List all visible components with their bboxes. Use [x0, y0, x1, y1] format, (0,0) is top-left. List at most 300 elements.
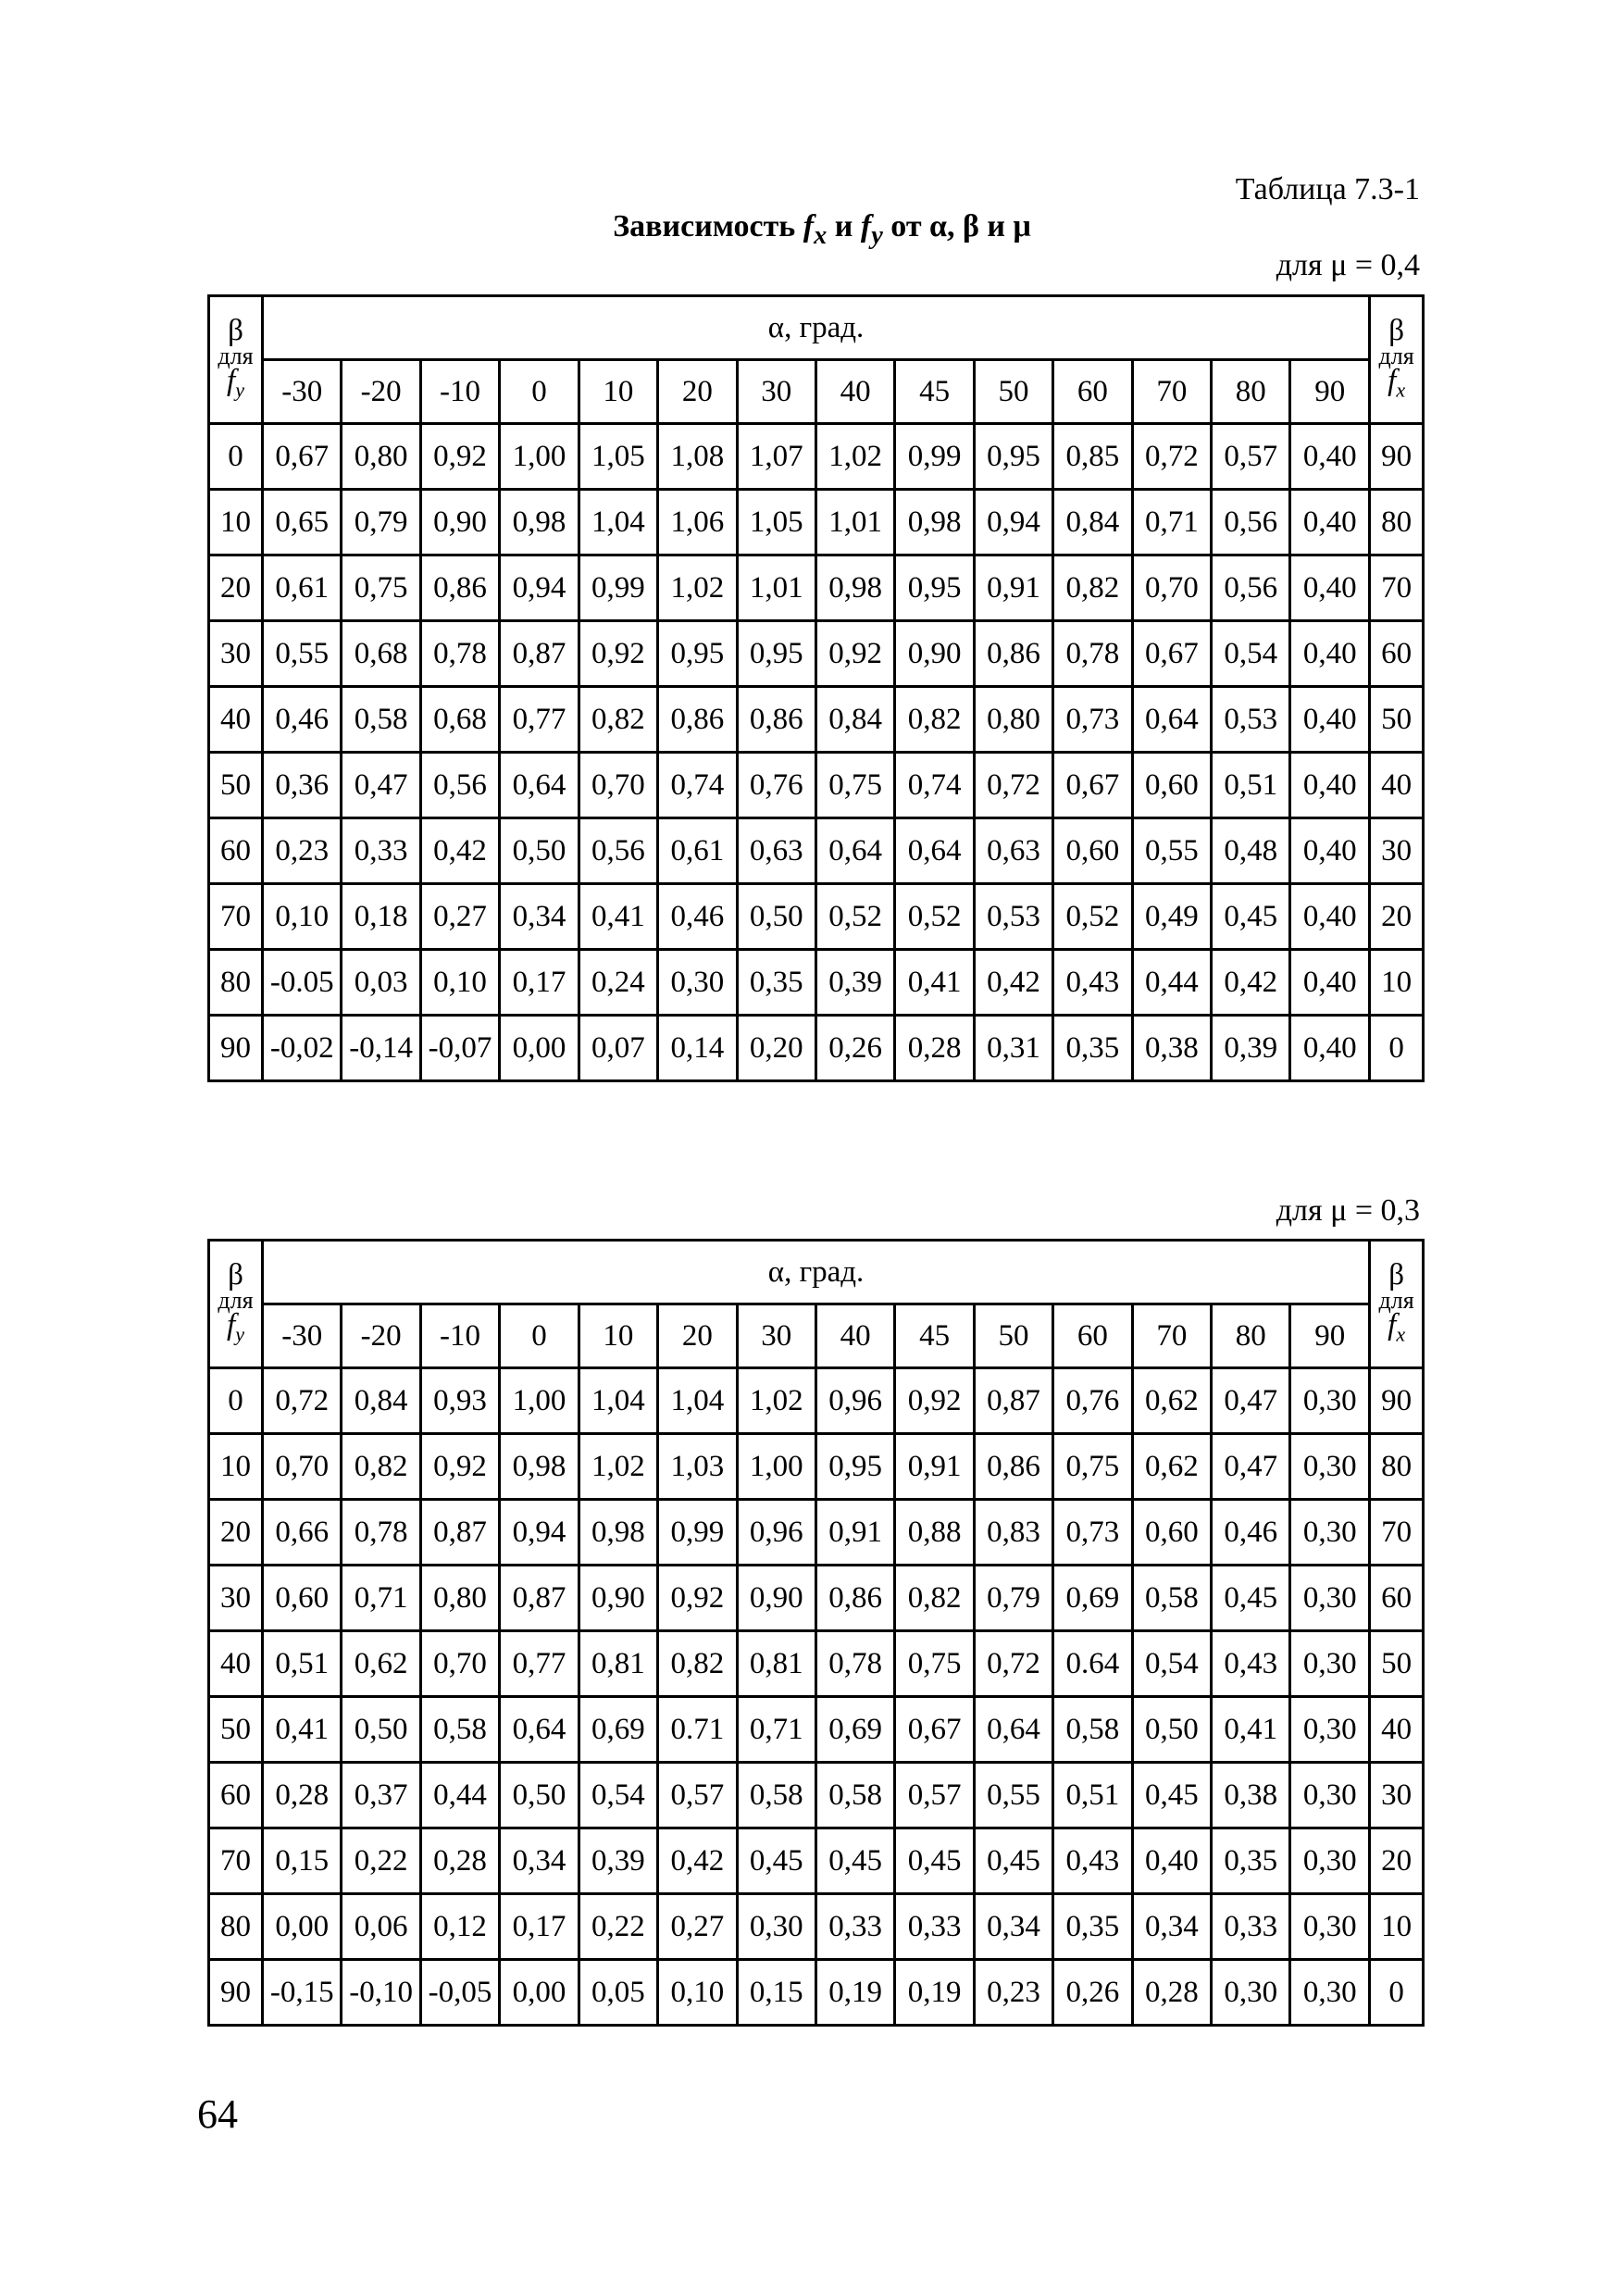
value-cell: 0,10: [658, 1960, 737, 2026]
beta-left-cell: 60: [209, 818, 263, 884]
beta-left-cell: 30: [209, 1566, 263, 1631]
alpha-value-cell: 40: [815, 360, 894, 424]
value-cell: 0,69: [815, 1697, 894, 1763]
alpha-value-cell: 0: [500, 360, 579, 424]
header-row-2: [209, 1304, 1424, 1368]
alpha-value-cell: 45: [895, 1304, 974, 1368]
alpha-value-cell: 30: [737, 360, 815, 424]
f-letter: f: [1388, 364, 1397, 398]
value-cell: 0,40: [1290, 753, 1370, 818]
beta-right-cell: 80: [1370, 490, 1424, 555]
value-cell: 0,58: [1053, 1697, 1132, 1763]
value-cell: 0,44: [1132, 950, 1211, 1016]
value-cell: 0,57: [1212, 424, 1290, 490]
value-cell: 0,33: [815, 1894, 894, 1960]
value-cell: 0,42: [974, 950, 1052, 1016]
value-cell: 0,33: [342, 818, 420, 884]
table-row: [209, 1434, 1424, 1500]
beta-right-cell: 30: [1370, 818, 1424, 884]
value-cell: 0,46: [658, 884, 737, 950]
value-cell: 0,67: [263, 424, 342, 490]
value-cell: 0,87: [420, 1500, 499, 1566]
value-cell: 0,64: [1132, 687, 1211, 753]
value-cell: 1,04: [579, 490, 657, 555]
table-row: [209, 621, 1424, 687]
value-cell: 1,08: [658, 424, 737, 490]
value-cell: 0,00: [263, 1894, 342, 1960]
value-cell: 0,41: [579, 884, 657, 950]
value-cell: 0,55: [1132, 818, 1211, 884]
table-row: [209, 1368, 1424, 1434]
value-cell: 1,05: [737, 490, 815, 555]
value-cell: 0,70: [579, 753, 657, 818]
beta-left-cell: 20: [209, 555, 263, 621]
alpha-value-cell: -10: [420, 1304, 499, 1368]
value-cell: 0,15: [737, 1960, 815, 2026]
alpha-header: α, град.: [263, 296, 1370, 360]
value-cell: 0,64: [500, 1697, 579, 1763]
value-cell: 1,07: [737, 424, 815, 490]
table-row: [209, 1763, 1424, 1828]
value-cell: 0,99: [895, 424, 974, 490]
beta-left-cell: 40: [209, 1631, 263, 1697]
left-beta-header: [209, 296, 263, 424]
value-cell: 0,30: [1290, 1566, 1370, 1631]
table-row: [209, 1894, 1424, 1960]
value-cell: 0,98: [815, 555, 894, 621]
alpha-value-cell: 30: [737, 1304, 815, 1368]
value-cell: 0,30: [1290, 1434, 1370, 1500]
value-cell: 0,63: [974, 818, 1052, 884]
value-cell: 0,28: [1132, 1960, 1211, 2026]
value-cell: 0,69: [1053, 1566, 1132, 1631]
value-cell: 0,57: [658, 1763, 737, 1828]
value-cell: 0,92: [658, 1566, 737, 1631]
value-cell: 0,74: [658, 753, 737, 818]
value-cell: 0,82: [895, 1566, 974, 1631]
beta-right-cell: 70: [1370, 1500, 1424, 1566]
value-cell: 0,30: [1290, 1894, 1370, 1960]
value-cell: 0,92: [815, 621, 894, 687]
value-cell: 0,81: [579, 1631, 657, 1697]
beta-left-cell: 20: [209, 1500, 263, 1566]
alpha-value-cell: -20: [342, 360, 420, 424]
f-subscript: x: [1396, 378, 1406, 402]
value-cell: -0,15: [263, 1960, 342, 2026]
value-cell: 0,62: [1132, 1434, 1211, 1500]
value-cell: -0,07: [420, 1016, 499, 1081]
beta-right-cell: 0: [1370, 1016, 1424, 1081]
value-cell: 0,35: [1053, 1894, 1132, 1960]
value-cell: 0,40: [1290, 687, 1370, 753]
alpha-value-cell: -30: [263, 360, 342, 424]
value-cell: 0,80: [420, 1566, 499, 1631]
alpha-value-cell: -30: [263, 1304, 342, 1368]
value-cell: 0,75: [1053, 1434, 1132, 1500]
value-cell: 0,19: [815, 1960, 894, 2026]
value-cell: 0,87: [974, 1368, 1052, 1434]
value-cell: 0,45: [974, 1828, 1052, 1894]
value-cell: 0,34: [500, 1828, 579, 1894]
value-cell: 0,91: [815, 1500, 894, 1566]
value-cell: 0,54: [579, 1763, 657, 1828]
value-cell: 0,41: [263, 1697, 342, 1763]
beta-right-cell: 90: [1370, 1368, 1424, 1434]
value-cell: 0,05: [579, 1960, 657, 2026]
beta-left-cell: 40: [209, 687, 263, 753]
table-row: [209, 1016, 1424, 1081]
value-cell: 0,27: [658, 1894, 737, 1960]
value-cell: 0,07: [579, 1016, 657, 1081]
beta-left-cell: 90: [209, 1960, 263, 2026]
left-f-label: [210, 364, 261, 405]
value-cell: 0,86: [658, 687, 737, 753]
value-cell: 0,45: [1212, 884, 1290, 950]
value-cell: 0,57: [895, 1763, 974, 1828]
beta-left-cell: 60: [209, 1763, 263, 1828]
value-cell: 1,03: [658, 1434, 737, 1500]
value-cell: 0,72: [974, 753, 1052, 818]
value-cell: 0,60: [263, 1566, 342, 1631]
value-cell: 0,40: [1290, 490, 1370, 555]
alpha-value-cell: 20: [658, 1304, 737, 1368]
value-cell: 0,60: [1053, 818, 1132, 884]
value-cell: 1,05: [579, 424, 657, 490]
value-cell: 0,95: [895, 555, 974, 621]
value-cell: 0,47: [1212, 1434, 1290, 1500]
value-cell: 0,34: [1132, 1894, 1211, 1960]
table-row: [209, 687, 1424, 753]
beta-symbol: β: [1388, 314, 1404, 348]
value-cell: 0,50: [1132, 1697, 1211, 1763]
value-cell: 0,50: [500, 818, 579, 884]
value-cell: 0,90: [579, 1566, 657, 1631]
value-cell: 0,98: [500, 490, 579, 555]
table-row: [209, 1697, 1424, 1763]
value-cell: 0,40: [1290, 818, 1370, 884]
value-cell: 0,70: [1132, 555, 1211, 621]
beta-left-cell: 90: [209, 1016, 263, 1081]
value-cell: 0,40: [1290, 884, 1370, 950]
value-cell: 0,52: [1053, 884, 1132, 950]
value-cell: 1,02: [815, 424, 894, 490]
right-f-label: [1371, 364, 1422, 405]
header-row-2: [209, 360, 1424, 424]
value-cell: 0,31: [974, 1016, 1052, 1081]
right-beta-header: [1370, 1241, 1424, 1368]
value-cell: 0,23: [974, 1960, 1052, 2026]
value-cell: 0,30: [1290, 1697, 1370, 1763]
value-cell: 0,30: [1290, 1828, 1370, 1894]
value-cell: 0,30: [737, 1894, 815, 1960]
value-cell: 0,30: [1290, 1368, 1370, 1434]
value-cell: 0,82: [658, 1631, 737, 1697]
value-cell: 0,56: [579, 818, 657, 884]
value-cell: 0,46: [263, 687, 342, 753]
value-cell: 0,64: [895, 818, 974, 884]
value-cell: 0,82: [579, 687, 657, 753]
title-prefix: Зависимость: [613, 209, 796, 243]
value-cell: 0,45: [895, 1828, 974, 1894]
value-cell: 0,99: [579, 555, 657, 621]
value-cell: 0,30: [1212, 1960, 1290, 2026]
value-cell: 0,86: [974, 621, 1052, 687]
value-cell: 0,72: [1132, 424, 1211, 490]
value-cell: 0,92: [420, 424, 499, 490]
value-cell: 0,68: [420, 687, 499, 753]
value-cell: 0,82: [1053, 555, 1132, 621]
alpha-value-cell: -20: [342, 1304, 420, 1368]
beta-symbol: β: [228, 1258, 243, 1292]
value-cell: 0,98: [500, 1434, 579, 1500]
value-cell: 0,74: [895, 753, 974, 818]
beta-left-cell: 70: [209, 1828, 263, 1894]
value-cell: 0,61: [263, 555, 342, 621]
value-cell: 0,18: [342, 884, 420, 950]
beta-right-cell: 20: [1370, 1828, 1424, 1894]
value-cell: 0,28: [263, 1763, 342, 1828]
value-cell: 0,26: [815, 1016, 894, 1081]
value-cell: 0,10: [420, 950, 499, 1016]
value-cell: -0,10: [342, 1960, 420, 2026]
value-cell: 0,41: [895, 950, 974, 1016]
alpha-header: α, град.: [263, 1241, 1370, 1304]
f-letter: f: [227, 1308, 236, 1342]
value-cell: 0,67: [1053, 753, 1132, 818]
value-cell: 0,47: [342, 753, 420, 818]
value-cell: 0,12: [420, 1894, 499, 1960]
value-cell: 0,87: [500, 1566, 579, 1631]
value-cell: 0,23: [263, 818, 342, 884]
value-cell: 0,53: [1212, 687, 1290, 753]
value-cell: 0,28: [420, 1828, 499, 1894]
value-cell: 0,86: [420, 555, 499, 621]
value-cell: 1,06: [658, 490, 737, 555]
value-cell: 1,02: [579, 1434, 657, 1500]
for-label: для: [218, 1287, 254, 1315]
value-cell: 0,85: [1053, 424, 1132, 490]
value-cell: 0,64: [815, 818, 894, 884]
beta-left-cell: 80: [209, 1894, 263, 1960]
value-cell: 0,45: [1212, 1566, 1290, 1631]
value-cell: 0,73: [1053, 687, 1132, 753]
value-cell: 0,43: [1053, 950, 1132, 1016]
value-cell: 0,84: [815, 687, 894, 753]
value-cell: 0,54: [1132, 1631, 1211, 1697]
beta-right-cell: 50: [1370, 1631, 1424, 1697]
title-fy: $f_y$: [860, 209, 883, 250]
beta-symbol: β: [1388, 1258, 1404, 1292]
value-cell: 1,01: [737, 555, 815, 621]
value-cell: 0,26: [1053, 1960, 1132, 2026]
value-cell: 0,95: [737, 621, 815, 687]
value-cell: 0,54: [1212, 621, 1290, 687]
value-cell: 0,62: [1132, 1368, 1211, 1434]
value-cell: 0,93: [420, 1368, 499, 1434]
value-cell: 0,72: [974, 1631, 1052, 1697]
beta-left-cell: 30: [209, 621, 263, 687]
for-label: для: [218, 343, 254, 370]
value-cell: 0,27: [420, 884, 499, 950]
mu-note-2: для μ = 0,3: [1276, 1193, 1420, 1228]
header-row-1: [209, 296, 1424, 360]
value-cell: 0,72: [263, 1368, 342, 1434]
beta-left-cell: 50: [209, 1697, 263, 1763]
value-cell: 0,03: [342, 950, 420, 1016]
value-cell: 0,68: [342, 621, 420, 687]
right-beta-header: [1370, 296, 1424, 424]
alpha-value-cell: 0: [500, 1304, 579, 1368]
alpha-value-cell: 50: [974, 1304, 1052, 1368]
value-cell: 0,60: [1132, 753, 1211, 818]
title-suffix: от α, β и μ: [890, 209, 1031, 243]
beta-right-cell: 40: [1370, 1697, 1424, 1763]
table-title: [0, 209, 1618, 251]
left-beta-header: [209, 1241, 263, 1368]
value-cell: 0,53: [974, 884, 1052, 950]
table-row: [209, 1500, 1424, 1566]
f-letter: f: [227, 364, 236, 398]
alpha-value-cell: 50: [974, 360, 1052, 424]
value-cell: -0,02: [263, 1016, 342, 1081]
alpha-value-cell: 10: [579, 1304, 657, 1368]
alpha-value-cell: -10: [420, 360, 499, 424]
value-cell: 0,69: [579, 1697, 657, 1763]
value-cell: 0,48: [1212, 818, 1290, 884]
value-cell: 0,64: [974, 1697, 1052, 1763]
value-cell: 0,67: [895, 1697, 974, 1763]
value-cell: 0,64: [500, 753, 579, 818]
value-cell: 0,58: [815, 1763, 894, 1828]
value-cell: 0,70: [420, 1631, 499, 1697]
value-cell: 0,80: [974, 687, 1052, 753]
value-cell: 0,37: [342, 1763, 420, 1828]
beta-right-cell: 50: [1370, 687, 1424, 753]
value-cell: 0,49: [1132, 884, 1211, 950]
value-cell: 0,42: [658, 1828, 737, 1894]
value-cell: 0,51: [1212, 753, 1290, 818]
value-cell: 0,40: [1290, 621, 1370, 687]
table-label: Таблица 7.3-1: [1235, 172, 1420, 206]
value-cell: -0,05: [420, 1960, 499, 2026]
value-cell: 0,76: [1053, 1368, 1132, 1434]
beta-right-cell: 90: [1370, 424, 1424, 490]
value-cell: 0,40: [1290, 424, 1370, 490]
value-cell: 0,43: [1212, 1631, 1290, 1697]
value-cell: 0,96: [815, 1368, 894, 1434]
value-cell: 0,77: [500, 687, 579, 753]
alpha-value-cell: 80: [1212, 360, 1290, 424]
value-cell: 1,04: [658, 1368, 737, 1434]
value-cell: 0,45: [1132, 1763, 1211, 1828]
alpha-value-cell: 45: [895, 360, 974, 424]
value-cell: 0,52: [815, 884, 894, 950]
value-cell: 0,34: [974, 1894, 1052, 1960]
value-cell: 0,39: [579, 1828, 657, 1894]
value-cell: 0,20: [737, 1016, 815, 1081]
table-row: [209, 950, 1424, 1016]
value-cell: 1,01: [815, 490, 894, 555]
value-cell: 0.71: [658, 1697, 737, 1763]
value-cell: 0,51: [1053, 1763, 1132, 1828]
value-cell: 0,99: [658, 1500, 737, 1566]
value-cell: 0,52: [895, 884, 974, 950]
mu-note-1: для μ = 0,4: [1276, 248, 1420, 282]
value-cell: 0,28: [895, 1016, 974, 1081]
table-row: [209, 1631, 1424, 1697]
value-cell: 0,78: [1053, 621, 1132, 687]
alpha-value-cell: 40: [815, 1304, 894, 1368]
table-row: [209, 555, 1424, 621]
value-cell: 0,34: [500, 884, 579, 950]
beta-left-cell: 0: [209, 1368, 263, 1434]
value-cell: 0,35: [1212, 1828, 1290, 1894]
value-cell: 0,40: [1290, 1016, 1370, 1081]
value-cell: 0,84: [1053, 490, 1132, 555]
value-cell: 0,67: [1132, 621, 1211, 687]
value-cell: 0,56: [1212, 555, 1290, 621]
alpha-value-cell: 90: [1290, 360, 1370, 424]
value-cell: 0,82: [342, 1434, 420, 1500]
value-cell: 0,41: [1212, 1697, 1290, 1763]
beta-right-cell: 0: [1370, 1960, 1424, 2026]
value-cell: 0,83: [974, 1500, 1052, 1566]
value-cell: 0,22: [579, 1894, 657, 1960]
value-cell: 1,00: [500, 1368, 579, 1434]
beta-left-cell: 80: [209, 950, 263, 1016]
value-cell: 0,86: [974, 1434, 1052, 1500]
beta-left-cell: 70: [209, 884, 263, 950]
value-cell: 0,96: [737, 1500, 815, 1566]
value-cell: 0,40: [1132, 1828, 1211, 1894]
value-cell: 0,46: [1212, 1500, 1290, 1566]
table-mu-04: [207, 294, 1425, 1082]
value-cell: 0,50: [342, 1697, 420, 1763]
alpha-value-cell: 90: [1290, 1304, 1370, 1368]
beta-right-cell: 80: [1370, 1434, 1424, 1500]
value-cell: 0,55: [263, 621, 342, 687]
value-cell: 0,62: [342, 1631, 420, 1697]
value-cell: 0,40: [1290, 555, 1370, 621]
value-cell: 0,70: [263, 1434, 342, 1500]
f-letter: f: [1388, 1308, 1397, 1342]
beta-right-cell: 10: [1370, 1894, 1424, 1960]
header-row-1: [209, 1241, 1424, 1304]
value-cell: 0,75: [895, 1631, 974, 1697]
value-cell: 0,17: [500, 1894, 579, 1960]
table-row: [209, 884, 1424, 950]
value-cell: 0,98: [895, 490, 974, 555]
value-cell: 0,58: [420, 1697, 499, 1763]
value-cell: 0,47: [1212, 1368, 1290, 1434]
value-cell: 0,30: [1290, 1960, 1370, 2026]
value-cell: 0,95: [974, 424, 1052, 490]
alpha-value-cell: 70: [1132, 1304, 1211, 1368]
value-cell: 1,00: [737, 1434, 815, 1500]
f-subscript: y: [235, 1322, 244, 1346]
beta-left-cell: 10: [209, 1434, 263, 1500]
value-cell: 0,60: [1132, 1500, 1211, 1566]
value-cell: 0,58: [737, 1763, 815, 1828]
value-cell: 0,30: [1290, 1631, 1370, 1697]
alpha-value-cell: 70: [1132, 360, 1211, 424]
value-cell: 0,80: [342, 424, 420, 490]
alpha-value-cell: 80: [1212, 1304, 1290, 1368]
value-cell: 0,06: [342, 1894, 420, 1960]
value-cell: 0,30: [658, 950, 737, 1016]
value-cell: 1,00: [500, 424, 579, 490]
table-row: [209, 424, 1424, 490]
